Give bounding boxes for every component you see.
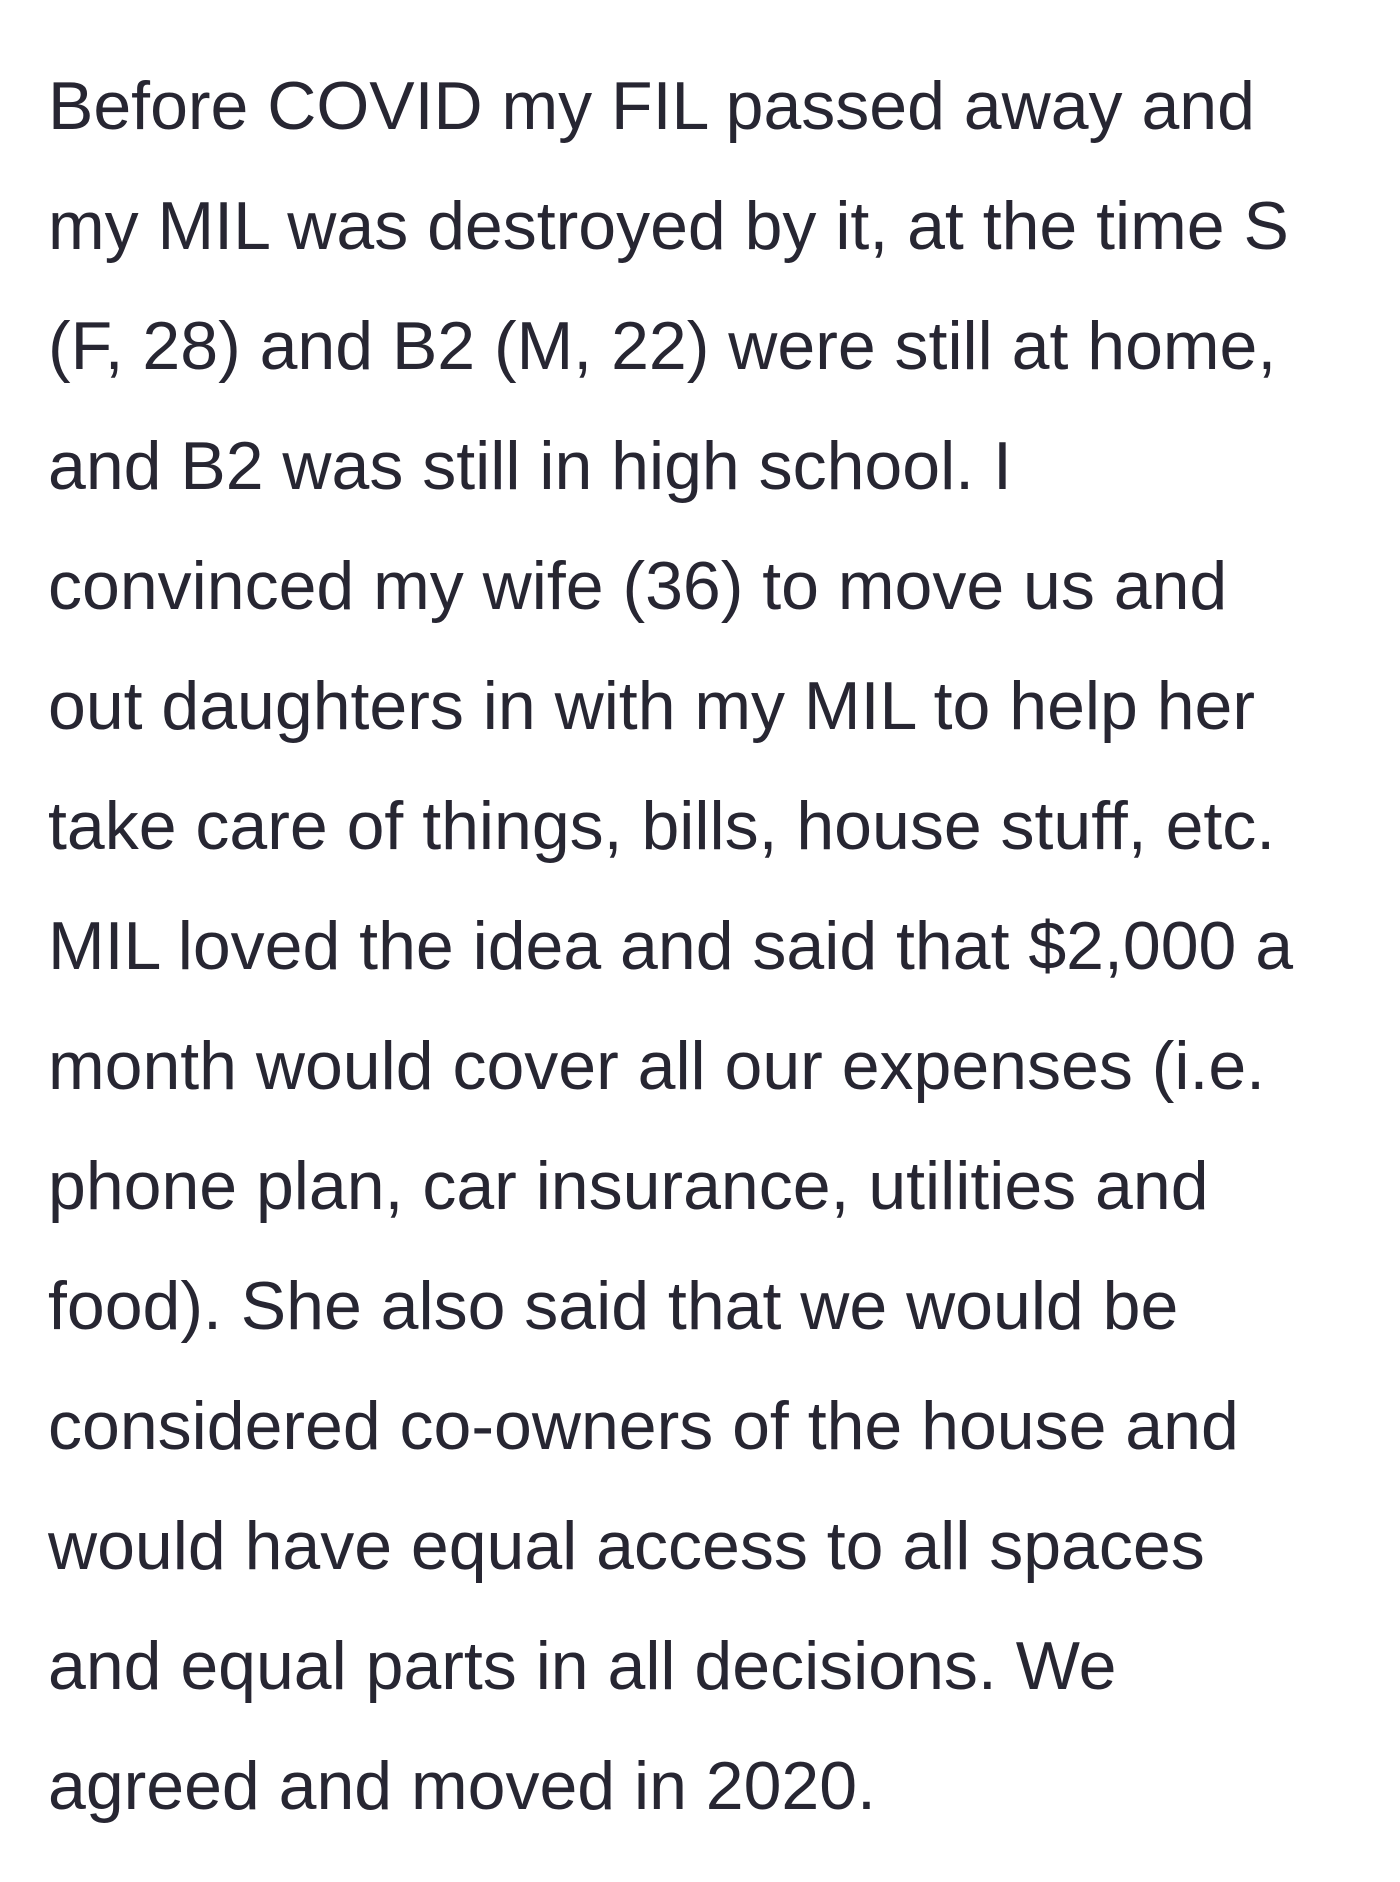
text-line: out daughters in with my MIL to help her: [48, 668, 1255, 744]
text-line: (F, 28) and B2 (M, 22) were still at home,: [48, 308, 1277, 384]
text-line: MIL loved the idea and said that $2,000 a: [48, 908, 1294, 984]
text-line: convinced my wife (36) to move us and: [48, 548, 1228, 624]
text-line: considered co-owners of the house and: [48, 1388, 1239, 1464]
text-line: food). She also said that we would be: [48, 1268, 1179, 1344]
text-line: my MIL was destroyed by it, at the time S: [48, 188, 1289, 264]
text-line: phone plan, car insurance, utilities and: [48, 1148, 1209, 1224]
text-line: and equal parts in all decisions. We: [48, 1628, 1117, 1704]
text-line: Before COVID my FIL passed away and: [48, 68, 1255, 144]
text-line: month would cover all our expenses (i.e.: [48, 1028, 1266, 1104]
text-line: and B2 was still in high school. I: [48, 428, 1012, 504]
text-line: agreed and moved in 2020.: [48, 1748, 876, 1824]
text-line: would have equal access to all spaces: [48, 1508, 1205, 1584]
post-body-text: [48, 46, 1360, 1846]
text-line: take care of things, bills, house stuff, etc.: [48, 788, 1276, 864]
